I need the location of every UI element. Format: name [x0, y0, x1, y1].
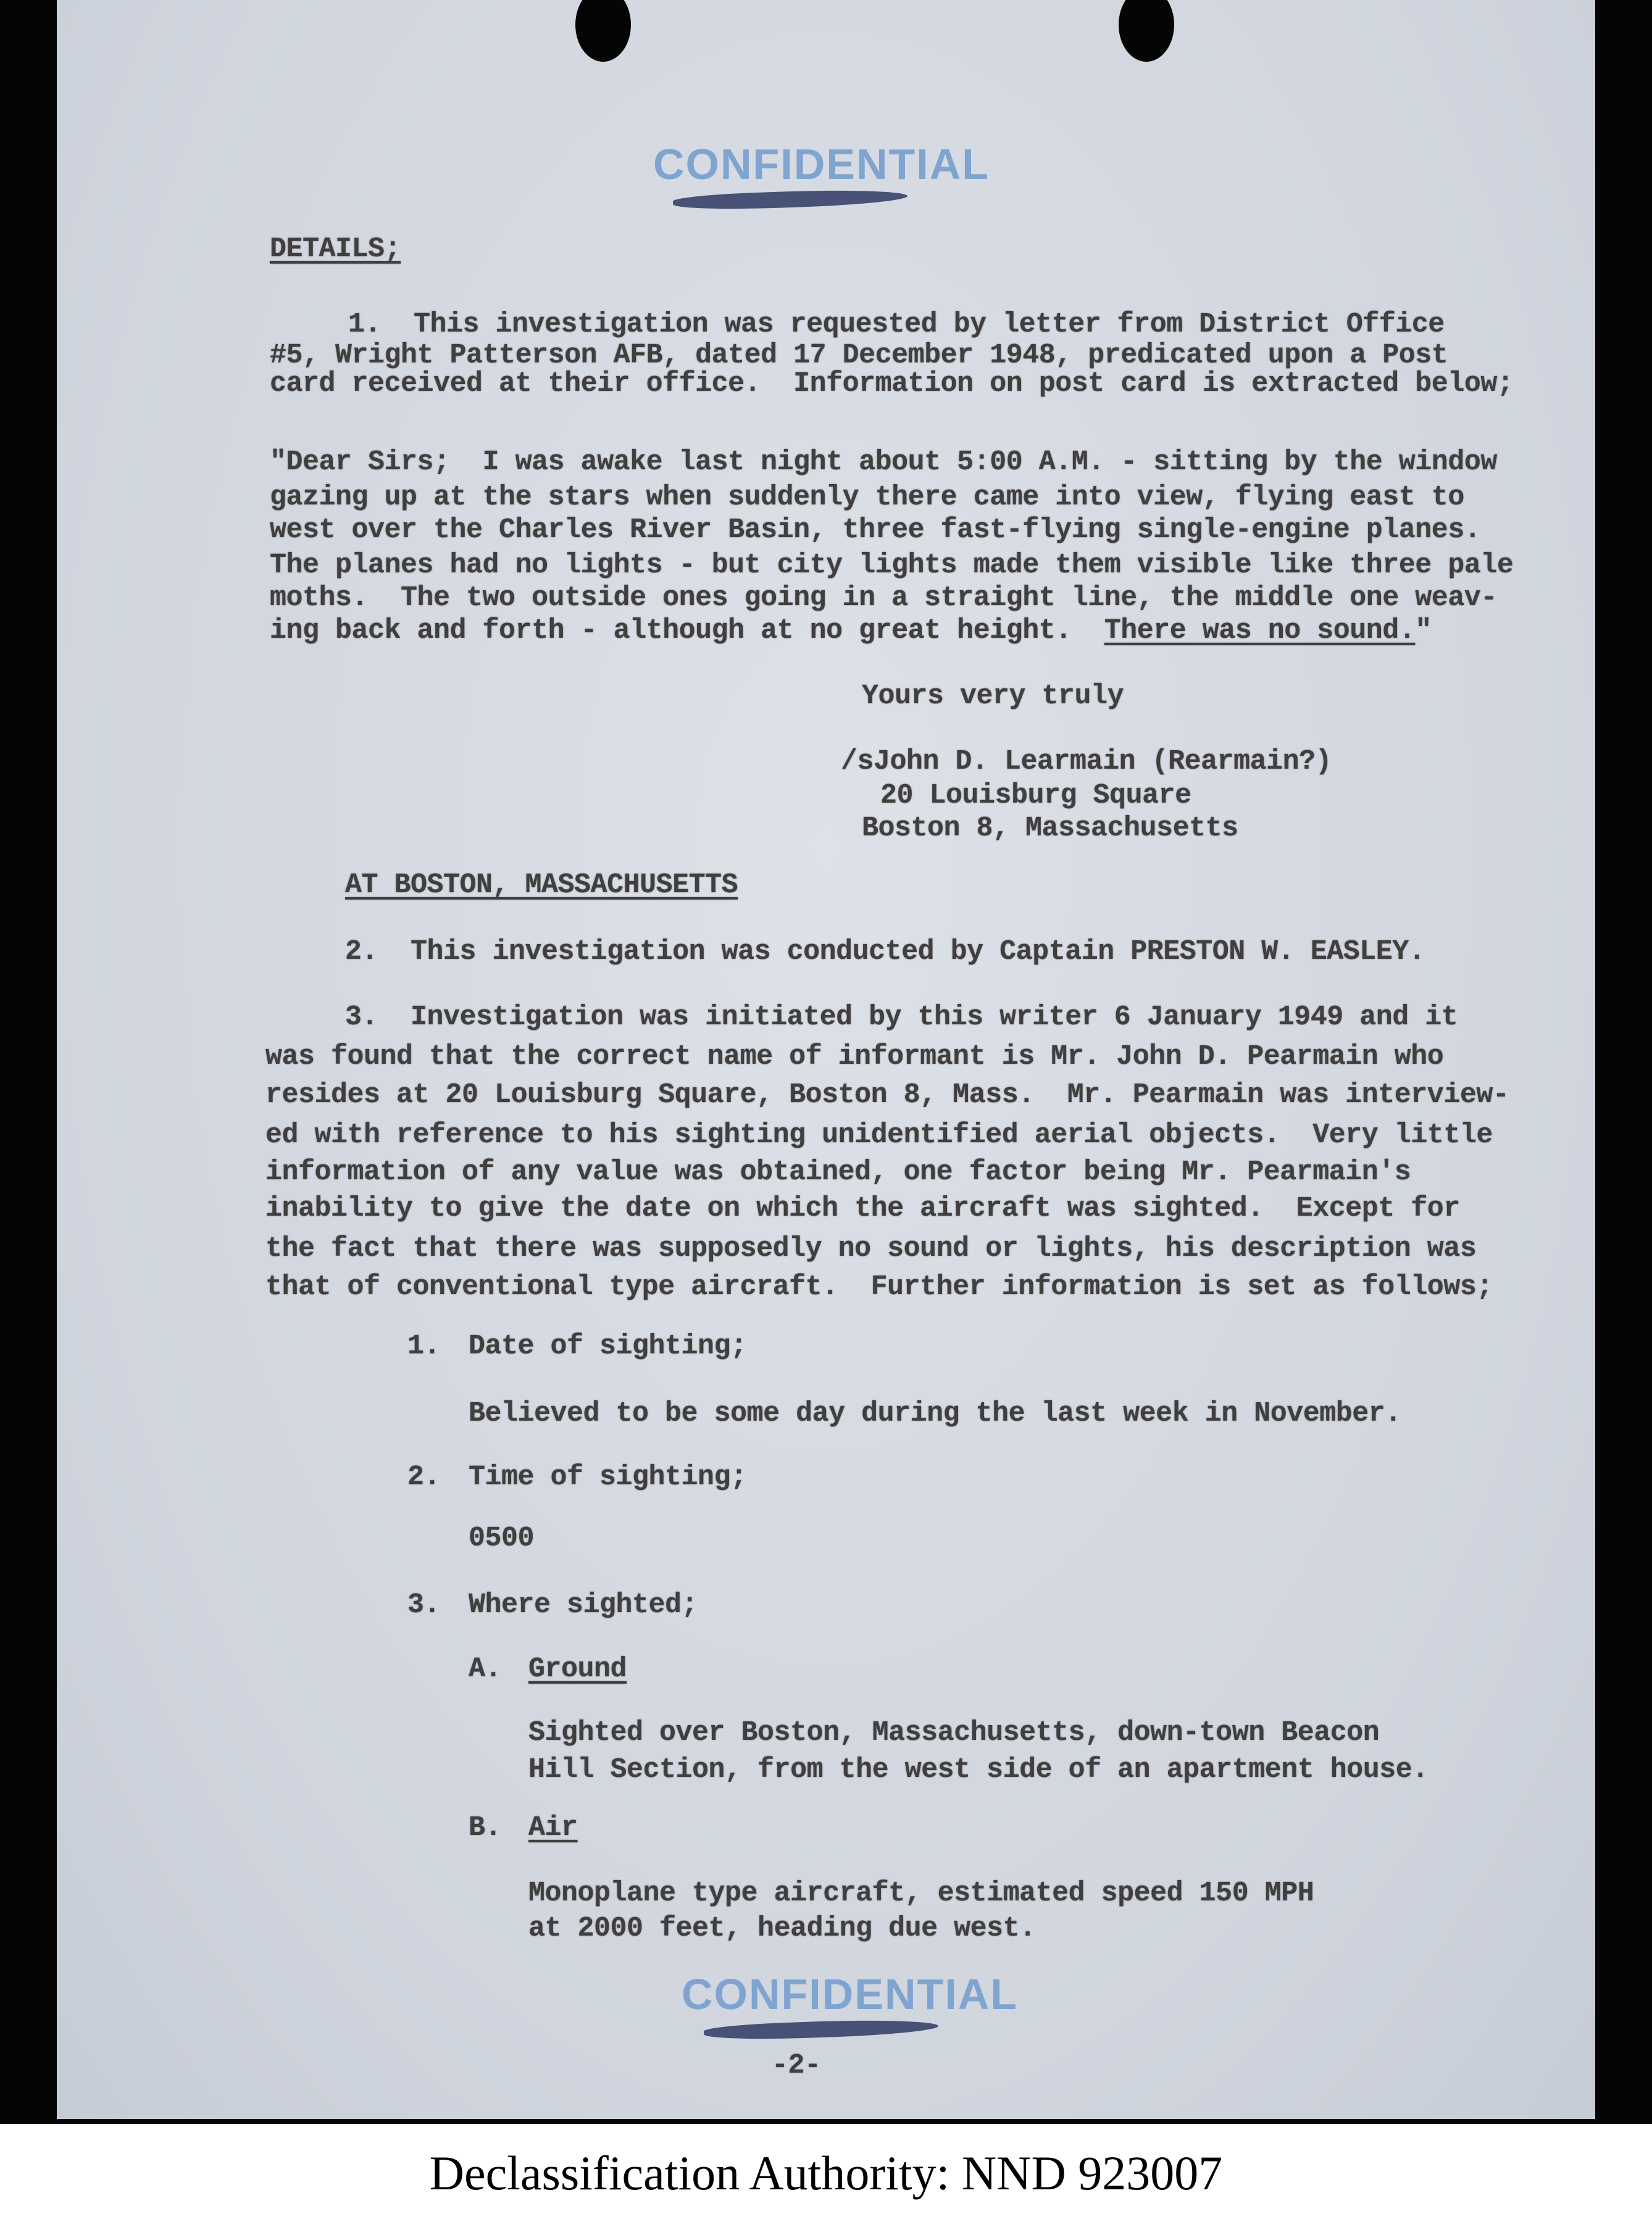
- sub-letter: B.: [469, 1812, 502, 1844]
- sub-line: Sighted over Boston, Massachusetts, down-town Beacon: [528, 1717, 1380, 1749]
- section-heading: AT BOSTON, MASSACHUSETTS: [345, 869, 738, 901]
- para3-line: resides at 20 Louisburg Square, Boston 8, Mass. Mr. Pearmain was interview-: [265, 1079, 1509, 1111]
- sub-line: at 2000 feet, heading due west.: [528, 1913, 1036, 1944]
- para3-line: that of conventional type aircraft. Further information is set as follows;: [265, 1271, 1493, 1303]
- quote-line: west over the Charles River Basin, three fast-flying single-engine planes.: [270, 514, 1481, 546]
- para3-line: ed with reference to his sighting unidentified aerial objects. Very little: [265, 1119, 1493, 1151]
- para3-line: information of any value was obtained, one factor being Mr. Pearmain's: [265, 1156, 1411, 1188]
- item-label: Where sighted;: [469, 1589, 698, 1621]
- para3-line: inability to give the date on which the aircraft was sighted. Except for: [265, 1193, 1460, 1224]
- item-value: 0500: [469, 1523, 535, 1554]
- signature-address: 20 Louisburg Square: [880, 780, 1191, 811]
- declassification-caption: Declassification Authority: NND 923007: [429, 2146, 1223, 2200]
- item-number: 2.: [407, 1461, 441, 1493]
- item-number: 3.: [407, 1589, 441, 1621]
- closing: Yours very truly: [862, 680, 1124, 712]
- confidential-stamp-bottom: CONFIDENTIAL: [682, 1970, 1019, 2018]
- para1-line: #5, Wright Patterson AFB, dated 17 December 1948, predicated upon a Post: [270, 340, 1448, 371]
- signature-city: Boston 8, Massachusetts: [862, 813, 1238, 844]
- confidential-stamp-top: CONFIDENTIAL: [653, 140, 990, 188]
- item-label: Time of sighting;: [469, 1461, 747, 1493]
- sub-letter: A.: [469, 1653, 502, 1685]
- para1-line: 1. This investigation was requested by letter from District Office: [348, 309, 1445, 340]
- sub-label: Ground: [528, 1653, 627, 1685]
- item-number: 1.: [407, 1331, 441, 1362]
- sub-label: Air: [528, 1812, 578, 1844]
- item-label: Date of sighting;: [469, 1331, 747, 1362]
- quote-close: ": [1415, 615, 1432, 646]
- punch-hole: [1119, 0, 1174, 62]
- sub-line: Hill Section, from the west side of an apartment house.: [528, 1754, 1429, 1786]
- quote-line: "Dear Sirs; I was awake last night about 5:00 A.M. - sitting by the window: [270, 446, 1497, 478]
- quote-line: moths. The two outside ones going in a straight line, the middle one weav-: [270, 582, 1497, 614]
- page-number: -2-: [772, 2050, 821, 2081]
- quote-text: ing back and forth - although at no great height.: [270, 615, 1104, 646]
- quote-line: The planes had no lights - but city lights made them visible like three pale: [270, 549, 1514, 581]
- para1-line: card received at their office. Information on post card is extracted below;: [270, 368, 1514, 399]
- sub-line: Monoplane type aircraft, estimated speed 150 MPH: [528, 1878, 1314, 1909]
- quote-line-last: [270, 615, 1432, 646]
- signature-name: /sJohn D. Learmain (Rearmain?): [841, 746, 1332, 777]
- details-heading: DETAILS;: [270, 233, 401, 265]
- item-value: Believed to be some day during the last week in November.: [469, 1398, 1401, 1429]
- para3-line: 3. Investigation was initiated by this writer 6 January 1949 and it: [345, 1001, 1458, 1033]
- no-sound-underlined: There was no sound.: [1104, 615, 1416, 646]
- para3-line: was found that the correct name of informant is Mr. John D. Pearmain who: [265, 1041, 1444, 1072]
- quote-line: gazing up at the stars when suddenly there came into view, flying east to: [270, 482, 1464, 513]
- para3-line: the fact that there was supposedly no sound or lights, his description was: [265, 1233, 1477, 1264]
- punch-hole: [575, 0, 631, 62]
- para2: 2. This investigation was conducted by Captain PRESTON W. EASLEY.: [345, 936, 1425, 967]
